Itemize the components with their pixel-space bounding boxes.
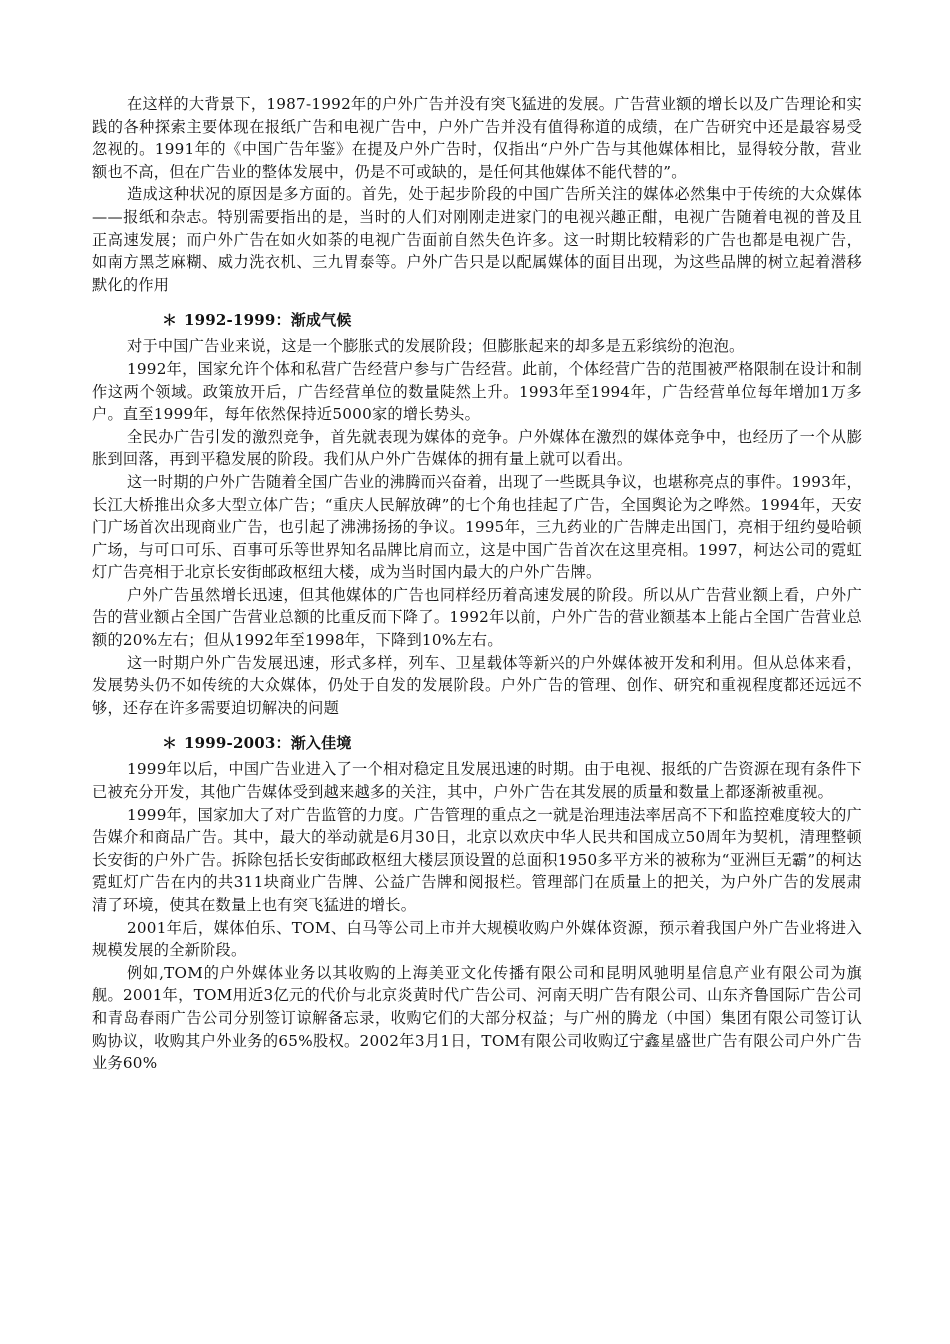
section-1992-1999 <box>92 309 862 719</box>
asterisk-bullet-icon: ＊ <box>162 311 178 330</box>
section-heading-text: 1999-2003：渐入佳境 <box>184 734 352 753</box>
intro-section <box>92 93 862 296</box>
section-1999-2003 <box>92 732 862 1074</box>
paragraph: 这一时期户外广告发展迅速，形式多样，列车、卫星载体等新兴的户外媒体被开发和利用。但从总体来看，发展势头仍不如传统的大众媒体，仍处于自发的发展阶段。户外广告的管理、创作、研究和重视程度都还远远不够，还存在许多需要迫切解决的问题 <box>92 653 862 717</box>
paragraph: 例如,TOM的户外媒体业务以其收购的上海美亚文化传播有限公司和昆明风驰明星信息产业有限公司为旗舰。2001年，TOM用近3亿元的代价与北京炎黄时代广告公司、河南天明广告有限公司、山东齐鲁国际广告公司和青岛春雨广告公司分别签订谅解备忘录，收购它们的大部分权益；与广州的腾龙（中国）集团有限公司签订认购协议，收购其户外业务的65%股权。2002年3月1日，TOM有限公司收购辽宁鑫星盛世广告有限公司户外广告业务60% <box>92 963 862 1073</box>
paragraph: 1992年，国家允许个体和私营广告经营户参与广告经营。此前，个体经营广告的范围被严格限制在设计和制作这两个领域。政策放开后，广告经营单位的数量陡然上升。1993年至1994年，广告经营单位每年增加1万多户。直至1999年，每年依然保持近5000家的增长势头。 <box>92 359 862 424</box>
paragraph: 对于中国广告业来说，这是一个膨胀式的发展阶段；但膨胀起来的却多是五彩缤纷的泡泡。 <box>126 337 745 356</box>
paragraph: 这一时期的户外广告随着全国广告业的沸腾而兴奋着，出现了一些既具争议，也堪称亮点的事件。1993年，长江大桥推出众多大型立体广告；“重庆人民解放碑”的七个角也挂起了广告，全国舆论为之哗然。1994年，天安门广场首次出现商业广告，也引起了沸沸扬扬的争议。1995年，三九药业的广告牌走出国门，亮相于纽约曼哈顿广场，与可口可乐、百事可乐等世界知名品牌比肩而立，这是中国广告首次在这里亮相。1997，柯达公司的霓虹灯广告亮相于北京长安街邮政枢纽大楼，成为当时国内最大的户外广告牌。 <box>92 472 862 582</box>
paragraph: 造成这种状况的原因是多方面的。首先，处于起步阶段的中国广告所关注的媒体必然集中于传统的大众媒体——报纸和杂志。特别需要指出的是，当时的人们对刚刚走进家门的电视兴趣正酣，电视广告随着电视的普及且正高速发展；而户外广告在如火如荼的电视广告面前自然失色许多。这一时期比较精彩的广告也都是电视广告，如南方黑芝麻糊、威力洗衣机、三九胃泰等。户外广告只是以配属媒体的面目出现，为这些品牌的树立起着潜移默化的作用 <box>92 185 862 294</box>
document-page <box>92 93 862 1075</box>
section-heading-text: 1992-1999：渐成气候 <box>184 311 352 330</box>
asterisk-bullet-icon: ＊ <box>162 734 178 753</box>
paragraph: 1999年，国家加大了对广告监管的力度。广告管理的重点之一就是治理违法率居高不下和监控难度较大的广告媒介和商品广告。其中，最大的举动就是6月30日，北京以欢庆中华人民共和国成立50周年为契机，清理整顿长安街的户外广告。拆除包括长安街邮政枢纽大楼层顶设置的总面积1950多平方米的被称为“亚洲巨无霸”的柯达霓虹灯广告在内的共311块商业广告牌、公益广告牌和阅报栏。管理部门在质量上的把关，为户外广告的发展肃清了环境，使其在数量上也有突飞猛进的增长。 <box>92 805 862 914</box>
section-heading <box>92 732 862 754</box>
paragraph: 户外广告虽然增长迅速，但其他媒体的广告也同样经历着高速发展的阶段。所以从广告营业额上看，户外广告的营业额占全国广告营业总额的比重反而下降了。1992年以前，户外广告的营业额基本上能占全国广告营业总额的20%左右；但从1992年至1998年，下降到10%左右。 <box>92 585 862 650</box>
paragraph: 1999年以后，中国广告业进入了一个相对稳定且发展迅速的时期。由于电视、报纸的广告资源在现有条件下已被充分开发，其他广告媒体受到越来越多的关注，其中，户外广告在其发展的质量和数量上都逐渐被重视。 <box>92 760 862 802</box>
section-heading <box>92 309 862 331</box>
paragraph: 在这样的大背景下，1987-1992年的户外广告并没有突飞猛进的发展。广告营业额的增长以及广告理论和实践的各种探索主要体现在报纸广告和电视广告中，户外广告并没有值得称道的成绩，在广告研究中还是最容易受忽视的。1991年的《中国广告年鉴》在提及户外广告时，仅指出“户外广告与其他媒体相比，显得较分散，营业额也不高，但在广告业的整体发展中，仍是不可或缺的，是任何其他媒体不能代替的”。 <box>92 95 862 181</box>
paragraph: 全民办广告引发的激烈竞争，首先就表现为媒体的竞争。户外媒体在激烈的媒体竞争中，也经历了一个从膨胀到回落，再到平稳发展的阶段。我们从户外广告媒体的拥有量上就可以看出。 <box>92 427 862 469</box>
paragraph: 2001年后，媒体伯乐、TOM、白马等公司上市并大规模收购户外媒体资源，预示着我国户外广告业将进入规模发展的全新阶段。 <box>92 918 862 960</box>
